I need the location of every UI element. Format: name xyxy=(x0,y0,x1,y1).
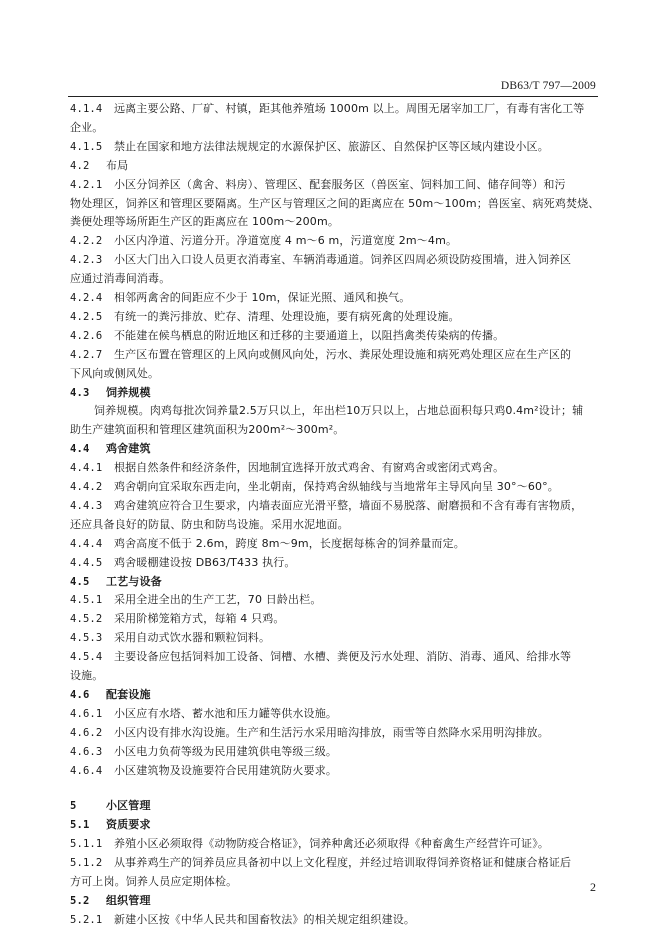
clause-continuation xyxy=(70,516,349,534)
clause-text: 小区内净道、污道分开。净道宽度 4 m～6 m，污道宽度 2m～4m。 xyxy=(114,234,458,248)
clause-text: 小区大门出入口设人员更衣消毒室、车辆消毒通道。饲养区四周必须设防疫围墙，进入饲养区 xyxy=(114,253,572,267)
clause-line xyxy=(70,892,151,910)
clause-text: 粪便处理等场所距生产区的距离应在 100m～200m。 xyxy=(70,215,339,229)
section-heading: 资质要求 xyxy=(106,818,151,832)
clause-number: 5.1 xyxy=(70,819,90,832)
clause-text: 小区分饲养区（禽舍、料房）、管理区、配套服务区（兽医室、饲料加工间、储存间等）和污 xyxy=(114,177,566,191)
clause-number: 4.2.4 xyxy=(70,292,103,304)
clause-text: 小区电力负荷等级为民用建筑供电等级三级。 xyxy=(114,744,337,758)
clause-number: 4.6.4 xyxy=(70,764,103,777)
clause-number: 4.2.5 xyxy=(70,310,103,323)
clause-number: 4.2.2 xyxy=(70,235,103,248)
clause-line xyxy=(70,478,559,496)
clause-line xyxy=(70,835,549,853)
clause-continuation xyxy=(70,402,583,420)
clause-line xyxy=(70,176,566,194)
clause-number: 4.2.1 xyxy=(70,178,103,191)
clause-line xyxy=(70,440,151,458)
clause-text: 饲养规模。肉鸡每批次饲养量2.5万只以上，年出栏10万只以上，占地总面积每只鸡0.4m²设计；辅 xyxy=(94,404,584,418)
clause-text: 采用阶梯笼箱方式，每箱 4 只鸡。 xyxy=(114,612,285,626)
page-number: 2 xyxy=(590,880,596,894)
clause-text: 小区建筑物及设施要符合民用建筑防火要求。 xyxy=(114,763,337,777)
clause-text: 采用全进全出的生产工艺，70 日龄出栏。 xyxy=(114,593,322,607)
clause-number: 4.6 xyxy=(70,688,90,701)
clause-line xyxy=(70,327,504,345)
clause-number: 4.4.1 xyxy=(70,462,103,475)
clause-text: 养殖小区必须取得《动物防疫合格证》，饲养种禽还必须取得《种畜禽生产经营许可证》。 xyxy=(114,837,549,851)
clause-text: 鸡舍暖棚建设按 DB63/T433 执行。 xyxy=(114,555,296,569)
clause-number: 4.2.6 xyxy=(70,329,103,342)
clause-line xyxy=(70,232,457,250)
clause-continuation xyxy=(70,213,339,231)
clause-continuation xyxy=(70,270,170,288)
clause-text: 新建小区按《中华人民共和国畜牧法》的相关规定组织建设。 xyxy=(114,912,416,926)
clause-number: 5.2.1 xyxy=(70,913,103,926)
clause-text: 方可上岗。饲养人员应定期体检。 xyxy=(70,875,238,888)
clause-line xyxy=(70,911,415,929)
clause-line xyxy=(70,289,410,307)
clause-line xyxy=(70,308,460,326)
clause-line xyxy=(70,854,571,872)
clause-text: 从事养鸡生产的饲养员应具备初中以上文化程度，并经过培训取得饲养资格证和健康合格证后 xyxy=(114,856,572,870)
clause-text: 小区应有水塔、蓄水池和压力罐等供水设施。 xyxy=(114,706,337,720)
clause-number: 4.6.2 xyxy=(70,726,103,739)
clause-number: 4.5.1 xyxy=(70,594,103,607)
clause-line xyxy=(70,554,296,572)
clause-text: 应通过消毒间消毒。 xyxy=(70,272,171,286)
clause-number: 4.5.2 xyxy=(70,613,103,626)
clause-text: 企业。 xyxy=(70,120,104,134)
clause-line xyxy=(70,497,582,515)
clause-line xyxy=(70,459,504,477)
section-heading: 饲养规模 xyxy=(106,385,151,399)
clause-number: 4.2.7 xyxy=(70,348,103,361)
clause-line xyxy=(70,743,337,761)
clause-number: 4.5.4 xyxy=(70,651,103,664)
clause-text: 生产区布置在管理区的上风向或侧风向处，污水、粪尿处理设施和病死鸡处理区应在生产区的 xyxy=(114,347,572,361)
section-heading: 小区管理 xyxy=(106,799,151,813)
clause-text: 还应具备良好的防鼠、防虫和防鸟设施。采用水泥地面。 xyxy=(70,517,349,531)
clause-line xyxy=(70,797,151,815)
clause-line xyxy=(70,384,151,402)
clause-continuation xyxy=(70,873,237,891)
clause-number: 4.2.3 xyxy=(70,254,103,267)
clause-line xyxy=(70,705,337,723)
clause-number: 4.5.3 xyxy=(70,632,103,645)
clause-line xyxy=(70,346,571,364)
clause-number: 4.6.1 xyxy=(70,707,103,720)
clause-line xyxy=(70,251,571,269)
clause-text: 禁止在国家和地方法律法规规定的水源保护区、旅游区、自然保护区等区域内建设小区。 xyxy=(114,139,549,153)
clause-text: 下风向或侧风处。 xyxy=(70,366,160,380)
clause-text: 不能建在候鸟栖息的附近地区和迁移的主要通道上，以阻挡禽类传染病的传播。 xyxy=(114,328,505,342)
clause-text: 鸡舍高度不低于 2.6m，跨度 8m～9m，长度据每栋舍的饲养量而定。 xyxy=(114,536,465,550)
clause-text: 设施。 xyxy=(70,669,104,682)
clause-continuation xyxy=(70,195,599,213)
clause-number: 5 xyxy=(70,800,77,813)
clause-line xyxy=(70,157,128,175)
clause-number: 4.4 xyxy=(70,443,90,456)
clause-continuation xyxy=(70,365,159,383)
clause-number: 4.4.5 xyxy=(70,556,103,569)
clause-text: 鸡舍朝向宜采取东西走向，坐北朝南，保持鸡舍纵轴线与当地常年主导风向呈 30°～60°。 xyxy=(114,480,559,493)
clause-line xyxy=(70,724,549,742)
clause-number: 4.5 xyxy=(70,575,90,588)
clause-number: 4.3 xyxy=(70,386,90,399)
clause-continuation xyxy=(70,119,103,137)
clause-number: 4.1.5 xyxy=(70,140,103,153)
clause-line xyxy=(70,591,322,609)
clause-number: 4.1.4 xyxy=(70,103,103,115)
clause-line xyxy=(70,648,571,666)
clause-line xyxy=(70,762,337,780)
section-heading: 组织管理 xyxy=(106,893,151,907)
clause-line xyxy=(70,573,162,591)
clause-continuation xyxy=(70,667,103,685)
section-heading: 鸡舍建筑 xyxy=(106,442,151,456)
clause-number: 5.1.2 xyxy=(70,857,103,870)
clause-line xyxy=(70,138,549,156)
clause-line xyxy=(70,686,151,704)
clause-number: 4.4.3 xyxy=(70,499,103,512)
clause-number: 4.4.4 xyxy=(70,537,103,550)
clause-text: 采用自动式饮水器和颗粒饲料。 xyxy=(114,631,271,645)
clause-continuation xyxy=(70,421,344,439)
section-heading: 配套设施 xyxy=(106,687,151,701)
clause-text: 远离主要公路、厂矿、村镇，距其他养殖场 1000m 以上。周围无屠宰加工厂，有毒有害化工等 xyxy=(114,102,585,115)
clause-line xyxy=(70,816,151,834)
clause-text: 根据自然条件和经济条件，因地制宜选择开放式鸡舍、有窗鸡舍或密闭式鸡舍。 xyxy=(114,461,505,475)
header-divider xyxy=(68,96,598,97)
section-heading: 工艺与设备 xyxy=(106,574,162,588)
clause-text: 布局 xyxy=(106,158,129,172)
clause-text: 小区内设有排水沟设施。生产和生活污水采用暗沟排放，雨雪等自然降水采用明沟排放。 xyxy=(114,725,549,739)
clause-text: 鸡舍建筑应符合卫生要求，内墙表面应光滑平整，墙面不易脱落、耐磨损和不含有毒有害物质， xyxy=(114,498,583,512)
document-code: DB63/T 797—2009 xyxy=(500,80,596,92)
clause-text: 主要设备应包括饲料加工设备、饲槽、水槽、粪便及污水处理、消防、消毒、通风、给排水等 xyxy=(114,650,572,664)
clause-line xyxy=(70,629,270,647)
clause-line xyxy=(70,535,465,553)
clause-line xyxy=(70,100,584,118)
clause-number: 5.1.1 xyxy=(70,838,103,851)
clause-text: 物处理区，饲养区和管理区要隔离。生产区与管理区之间的距离应在 50m～100m；兽医室、病死鸡焚烧、 xyxy=(70,196,600,210)
clause-text: 有统一的粪污排放、贮存、清理、处理设施，要有病死禽的处理设施。 xyxy=(114,309,460,323)
clause-number: 4.6.3 xyxy=(70,745,103,758)
clause-text: 助生产建筑面积和管理区建筑面积为200m²～300m²。 xyxy=(70,423,345,437)
clause-line xyxy=(70,610,285,628)
clause-number: 4.4.2 xyxy=(70,481,103,493)
clause-number: 5.2 xyxy=(70,894,90,907)
clause-number: 4.2 xyxy=(70,159,90,172)
clause-text: 相邻两禽舍的间距应不少于 10m，保证光照、通风和换气。 xyxy=(114,291,411,304)
